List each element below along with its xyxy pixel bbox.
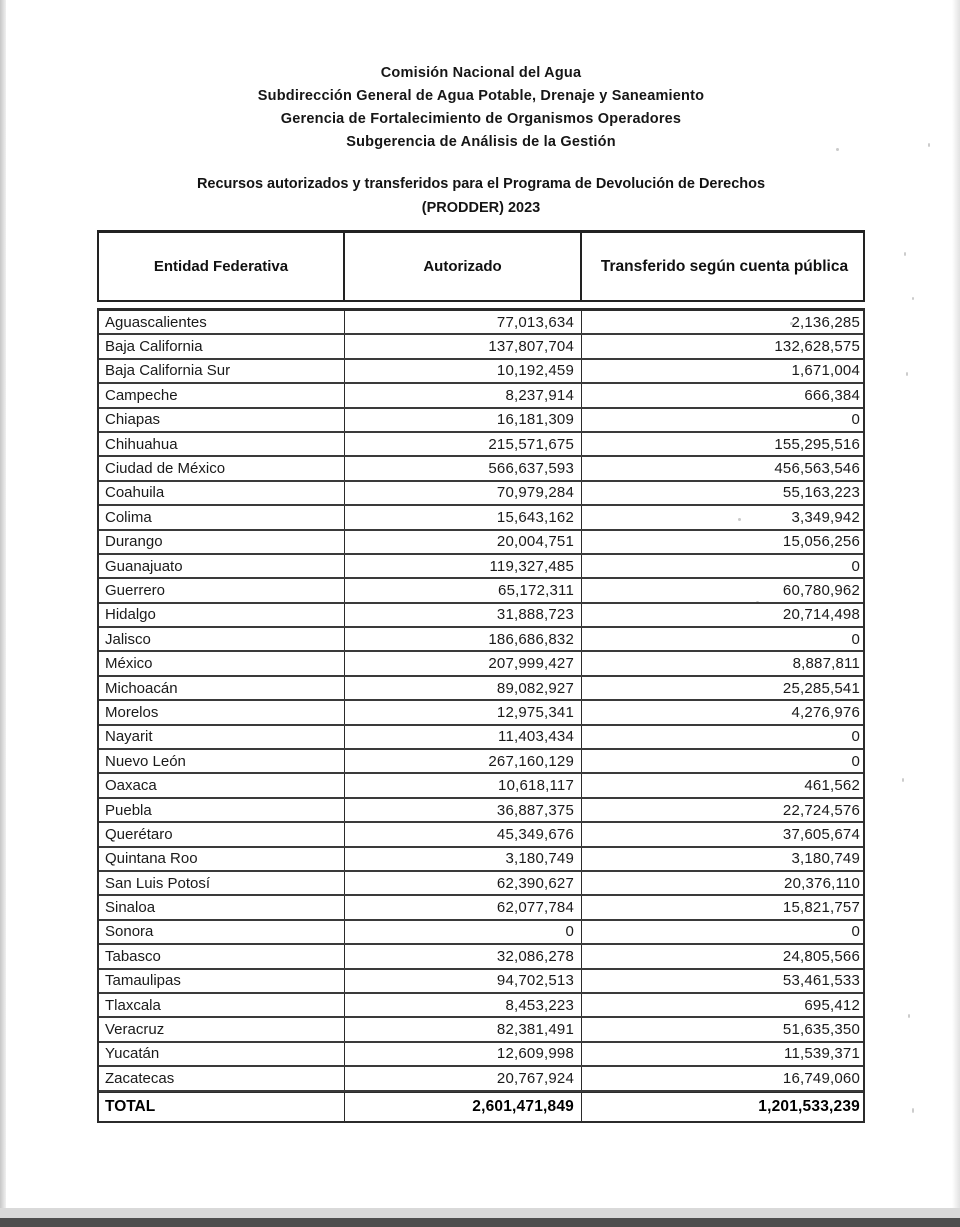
cell-autorizado: 137,807,704 [345,335,582,357]
cell-transferido: 20,376,110 [784,874,860,892]
org-line-1: Comisión Nacional del Agua [380,65,582,81]
cell-autorizado: 0 [345,921,582,943]
cell-entidad: Chiapas [99,409,345,431]
table-row [99,409,863,433]
table-row [99,872,863,896]
cell-transferido: 55,163,223 [782,484,860,502]
cell-transferido: 60,780,962 [782,581,860,599]
cell-entidad: Yucatán [99,1043,345,1065]
cell-autorizado: 62,390,627 [345,872,582,894]
cell-transferido: 155,295,516 [774,435,860,453]
table-row [99,677,863,701]
cell-total-label: TOTAL [99,1093,345,1121]
cell-entidad: Chihuahua [99,433,345,455]
cell-entidad: Nayarit [99,726,345,748]
cell-autorizado: 12,609,998 [345,1043,582,1065]
scan-edge-bottom-shadow [0,1208,960,1218]
cell-autorizado: 82,381,491 [345,1018,582,1040]
scan-artifact [904,252,906,256]
cell-entidad: Morelos [99,701,345,723]
cell-entidad: México [99,652,345,674]
cell-transferido: 20,714,498 [782,606,860,624]
table-row [99,1067,863,1091]
cell-autorizado: 20,004,751 [345,531,582,553]
cell-autorizado: 65,172,311 [345,579,582,601]
table-row [99,994,863,1018]
cell-transferido: 1,671,004 [791,362,860,380]
table-row [99,628,863,652]
cell-entidad: Baja California [99,335,345,357]
cell-transferido: 0 [851,411,860,429]
cell-entidad: Tlaxcala [99,994,345,1016]
cell-transferido: 695,412 [804,996,860,1014]
table-row [99,726,863,750]
cell-transferido: 11,539,371 [784,1045,860,1063]
table-row [99,701,863,725]
scan-edge-left [0,0,6,1227]
cell-autorizado: 207,999,427 [345,652,582,674]
table-body [97,308,865,1123]
scan-artifact [928,143,930,147]
cell-autorizado: 62,077,784 [345,896,582,918]
cell-entidad: Quintana Roo [99,848,345,870]
cell-transferido: 2,136,285 [791,313,860,331]
cell-autorizado: 15,643,162 [345,506,582,528]
cell-autorizado: 267,160,129 [345,750,582,772]
table-row [99,921,863,945]
table-row [99,604,863,628]
scan-edge-right [952,0,960,1227]
column-header-transferido: Transferido según cuenta pública [600,257,849,275]
table-row [99,433,863,457]
cell-entidad: Veracruz [99,1018,345,1040]
table-row [99,384,863,408]
cell-entidad: Colima [99,506,345,528]
table-row [99,531,863,555]
cell-transferido: 3,349,942 [791,508,860,526]
cell-autorizado: 10,192,459 [345,360,582,382]
cell-autorizado: 186,686,832 [345,628,582,650]
table-row [99,799,863,823]
cell-transferido: 24,805,566 [782,947,860,965]
cell-transferido: 3,180,749 [791,850,860,868]
cell-transferido: 8,887,811 [792,655,860,673]
cell-transferido: 456,563,546 [774,460,860,478]
table-row [99,482,863,506]
cell-entidad: Aguascalientes [99,311,345,333]
cell-transferido: 666,384 [804,386,860,404]
cell-autorizado: 215,571,675 [345,433,582,455]
cell-transferido: 0 [851,557,860,575]
cell-total-transferido: 1,201,533,239 [758,1097,860,1115]
cell-autorizado: 10,618,117 [345,774,582,796]
cell-transferido: 37,605,674 [782,825,860,843]
scan-artifact [902,778,904,782]
title-line-1: Recursos autorizados y transferidos para el Programa de Devolución de Derechos [196,176,766,192]
table-row [99,1018,863,1042]
cell-transferido: 132,628,575 [774,338,860,356]
table-row [99,311,863,335]
cell-entidad: Tamaulipas [99,970,345,992]
table-row [99,896,863,920]
cell-transferido: 461,562 [804,777,860,795]
column-header-autorizado: Autorizado [345,233,582,300]
table-total-row [99,1092,863,1121]
cell-entidad: Baja California Sur [99,360,345,382]
table-row [99,506,863,530]
cell-autorizado: 8,453,223 [345,994,582,1016]
cell-autorizado: 89,082,927 [345,677,582,699]
cell-entidad: Oaxaca [99,774,345,796]
cell-autorizado: 31,888,723 [345,604,582,626]
cell-autorizado: 36,887,375 [345,799,582,821]
cell-autorizado: 16,181,309 [345,409,582,431]
viewer-bottom-bar [0,1218,960,1227]
cell-autorizado: 12,975,341 [345,701,582,723]
cell-autorizado: 566,637,593 [345,457,582,479]
table-row [99,652,863,676]
cell-autorizado: 70,979,284 [345,482,582,504]
cell-transferido: 15,056,256 [782,533,860,551]
table-header [97,230,865,302]
cell-transferido: 4,276,976 [791,703,860,721]
cell-entidad: Zacatecas [99,1067,345,1089]
cell-entidad: Nuevo León [99,750,345,772]
cell-transferido: 16,749,060 [782,1069,860,1087]
cell-entidad: Coahuila [99,482,345,504]
cell-transferido: 0 [851,630,860,648]
org-header [97,62,865,154]
cell-autorizado: 77,013,634 [345,311,582,333]
table-row [99,360,863,384]
table-row [99,848,863,872]
document-title [77,172,885,220]
cell-autorizado: 3,180,749 [345,848,582,870]
title-line-2: (PRODDER) 2023 [421,200,541,216]
table-row [99,1043,863,1067]
cell-autorizado: 45,349,676 [345,823,582,845]
cell-entidad: Querétaro [99,823,345,845]
cell-transferido: 22,724,576 [782,801,860,819]
cell-entidad: Puebla [99,799,345,821]
scan-artifact [912,297,914,300]
cell-entidad: Durango [99,531,345,553]
cell-autorizado: 32,086,278 [345,945,582,967]
cell-autorizado: 8,237,914 [345,384,582,406]
table-row [99,457,863,481]
cell-transferido: 53,461,533 [782,972,860,990]
org-line-2: Subdirección General de Agua Potable, Drenaje y Saneamiento [257,88,705,104]
cell-entidad: Jalisco [99,628,345,650]
cell-entidad: Guanajuato [99,555,345,577]
scan-artifact [906,372,908,376]
table-row [99,945,863,969]
scan-artifact [912,1108,914,1113]
cell-entidad: Guerrero [99,579,345,601]
table-row [99,774,863,798]
cell-transferido: 15,821,757 [782,899,860,917]
table-row [99,555,863,579]
cell-total-autorizado: 2,601,471,849 [345,1093,582,1121]
cell-transferido: 25,285,541 [782,679,860,697]
cell-entidad: Sinaloa [99,896,345,918]
table-row [99,579,863,603]
cell-transferido: 0 [851,923,860,941]
cell-entidad: Ciudad de México [99,457,345,479]
cell-autorizado: 119,327,485 [345,555,582,577]
org-line-4: Subgerencia de Análisis de la Gestión [346,134,616,150]
cell-transferido: 0 [851,752,860,770]
table-row [99,970,863,994]
cell-entidad: Hidalgo [99,604,345,626]
cell-entidad: Campeche [99,384,345,406]
cell-entidad: Tabasco [99,945,345,967]
cell-autorizado: 20,767,924 [345,1067,582,1089]
table-row [99,823,863,847]
table-row [99,335,863,359]
cell-entidad: San Luis Potosí [99,872,345,894]
cell-autorizado: 94,702,513 [345,970,582,992]
scan-artifact [908,1014,910,1018]
cell-entidad: Sonora [99,921,345,943]
org-line-3: Gerencia de Fortalecimiento de Organismos Operadores [280,111,682,127]
cell-transferido: 0 [851,728,860,746]
column-header-entidad: Entidad Federativa [99,233,345,300]
cell-autorizado: 11,403,434 [345,726,582,748]
table-row [99,750,863,774]
cell-entidad: Michoacán [99,677,345,699]
cell-transferido: 51,635,350 [782,1021,860,1039]
